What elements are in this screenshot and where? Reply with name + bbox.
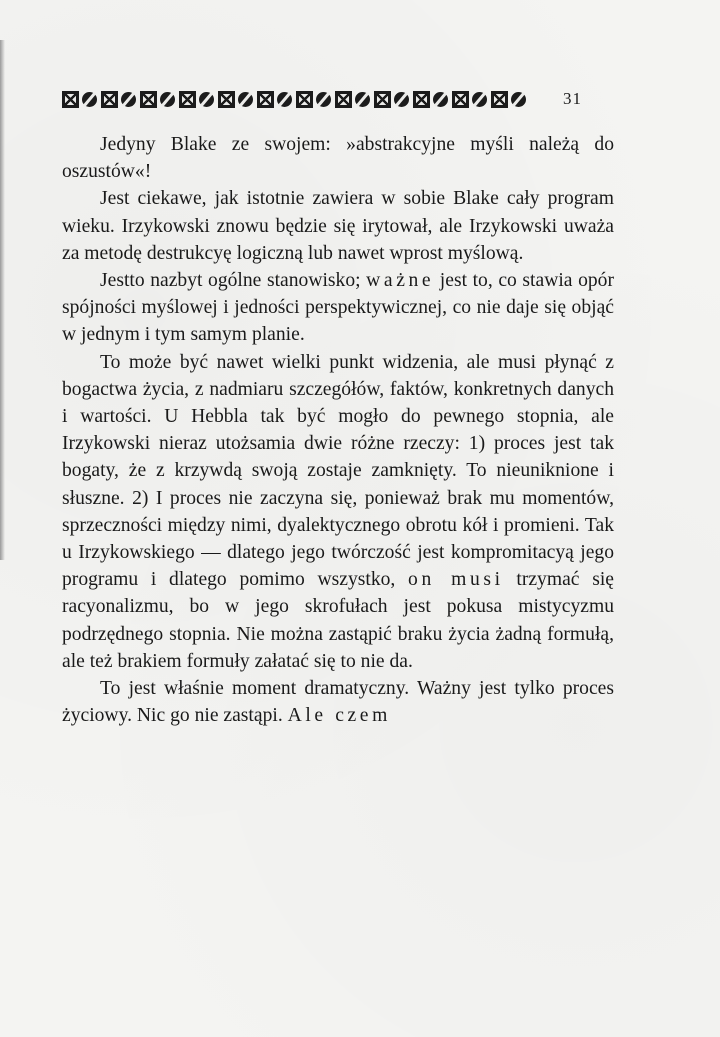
ornament-square-icon xyxy=(257,91,274,108)
ornament-slashed-circle-icon xyxy=(472,92,487,107)
ornament-square-icon xyxy=(374,91,391,108)
ornament-slashed-circle-icon xyxy=(121,92,136,107)
ornament-unit xyxy=(257,91,295,108)
paragraph: Jest ciekawe, jak istotnie zawiera w sobie Blake cały program wieku. Irzykowski znowu będzie się irytował, ale Irzykowski uważa za metodę destrukcyę logiczną lub nawet wprost myślową. xyxy=(62,188,614,264)
ornament-square-icon xyxy=(413,91,430,108)
paragraph: To może być nawet wielki punkt widzenia, ale musi płynąć z bogactwa życia, z nadmiaru szczegółów, faktów, konkretnych danych i wartości. U Hebbla tak być mogło do pewnego stopnia, ale Irzykowski nieraz utożsamia dwie różne rzeczy: 1) proces jest tak bogaty, że z krzywdą swoją zostaje zamknięty. To nieuniknione i słuszne. 2) I proces nie zaczyna się, ponieważ brak mu momentów, sprzeczności między nimi, dyalektycznego obrotu kół i promieni. Tak u Irzykowskiego — dlatego jego twórczość jest kompromitacyą jego programu i dlatego pomimo wszystko, on musi trzymać się racyonalizmu, bo w jego skrofułach jest pokusa mistycyzmu podrzędnego stopnia. Nie można zastąpić braku życia żadną formułą, ale też brakiem formuły załatać się to nie da. xyxy=(62,351,614,672)
ornamental-border xyxy=(62,86,530,112)
ornament-square-icon xyxy=(296,91,313,108)
ornament-unit xyxy=(179,91,217,108)
ornament-unit xyxy=(413,91,451,108)
ornament-slashed-circle-icon xyxy=(160,92,175,107)
ornament-slashed-circle-icon xyxy=(394,92,409,107)
ornament-square-icon xyxy=(452,91,469,108)
ornament-square-icon xyxy=(179,91,196,108)
paragraph: Jestto nazbyt ogólne stanowisko; ważne jest to, co stawia opór spójności myślowej i jedności perspektywicznej, co nie daje się objąć w jednym i tym samym planie. xyxy=(62,270,614,346)
ornament-slashed-circle-icon xyxy=(355,92,370,107)
ornament-unit xyxy=(491,91,529,108)
ornament-unit xyxy=(218,91,256,108)
ornament-square-icon xyxy=(101,91,118,108)
ornament-unit xyxy=(101,91,139,108)
ornament-square-icon xyxy=(335,91,352,108)
ornament-slashed-circle-icon xyxy=(511,92,526,107)
emphasized-spaced-text: ważne xyxy=(366,270,435,292)
ornament-unit xyxy=(296,91,334,108)
binding-shadow xyxy=(0,40,5,560)
body-text xyxy=(62,131,614,729)
running-header xyxy=(62,86,582,112)
ornament-unit xyxy=(374,91,412,108)
emphasized-spaced-text: on musi xyxy=(408,569,504,591)
ornament-square-icon xyxy=(62,91,79,108)
paragraph: To jest właśnie moment dramatyczny. Ważny jest tylko proces życiowy. Nic go nie zastąpi. Ale czem xyxy=(62,678,614,727)
ornament-slashed-circle-icon xyxy=(82,92,97,107)
ornament-slashed-circle-icon xyxy=(433,92,448,107)
ornament-unit xyxy=(62,91,100,108)
page-number: 31 xyxy=(563,89,582,108)
ornament-slashed-circle-icon xyxy=(199,92,214,107)
ornament-square-icon xyxy=(218,91,235,108)
ornament-slashed-circle-icon xyxy=(238,92,253,107)
ornament-square-icon xyxy=(140,91,157,108)
ornament-unit xyxy=(140,91,178,108)
ornament-unit xyxy=(452,91,490,108)
ornament-square-icon xyxy=(491,91,508,108)
ornament-unit xyxy=(335,91,373,108)
emphasized-spaced-text: Ale czem xyxy=(287,705,391,727)
paragraph: Jedyny Blake ze swojem: »abstrakcyjne myśli należą do oszustów«! xyxy=(62,134,614,183)
ornament-slashed-circle-icon xyxy=(316,92,331,107)
ornament-slashed-circle-icon xyxy=(277,92,292,107)
